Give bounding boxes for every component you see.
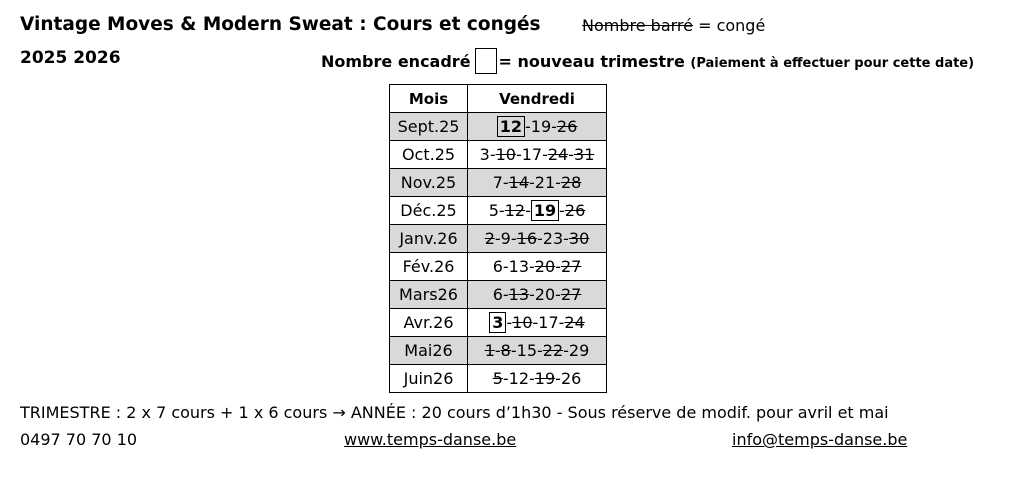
day-separator: - [529, 257, 535, 276]
day-separator: - [551, 117, 557, 136]
day-holiday: 20 [534, 257, 556, 276]
table-row [390, 365, 607, 393]
day-holiday: 28 [560, 173, 582, 192]
footer-phone: 0497 70 70 10 [20, 430, 138, 449]
month-cell: Sept.25 [390, 113, 468, 141]
day-separator: - [529, 369, 535, 388]
day-holiday: 31 [574, 145, 595, 164]
day-class: 29 [568, 341, 590, 360]
day-separator: - [555, 369, 561, 388]
table-row [390, 141, 607, 169]
legend-strike [582, 16, 765, 35]
month-cell: Avr.26 [390, 309, 468, 337]
days-cell [468, 253, 607, 281]
day-holiday: 24 [547, 145, 569, 164]
day-separator: - [502, 173, 509, 192]
day-separator: - [529, 173, 535, 192]
header-month: Mois [390, 85, 468, 113]
days-cell [468, 309, 607, 337]
days-cell [468, 141, 607, 169]
season-year: 2025 2026 [20, 48, 121, 68]
day-separator: - [555, 173, 561, 192]
day-separator: - [558, 313, 565, 332]
table-row [390, 113, 607, 141]
day-class: 26 [560, 369, 582, 388]
day-separator: - [568, 145, 575, 164]
day-new-term: 19 [531, 200, 559, 221]
day-holiday: 14 [508, 173, 530, 192]
day-separator: - [525, 201, 531, 220]
legend-strike-meaning: = congé [698, 16, 766, 35]
day-holiday: 26 [556, 117, 578, 136]
day-holiday: 8 [500, 341, 511, 360]
day-holiday: 30 [568, 229, 590, 248]
days-cell [468, 113, 607, 141]
legend-box-note: (Paiement à effectuer pour cette date) [690, 56, 975, 71]
day-separator: - [529, 285, 535, 304]
table-row [390, 253, 607, 281]
table-header-row [390, 85, 607, 113]
day-separator: - [555, 285, 561, 304]
calendar-body [390, 113, 607, 393]
day-holiday: 10 [512, 313, 533, 332]
day-separator: - [494, 341, 501, 360]
table-row [390, 197, 607, 225]
day-holiday: 12 [504, 201, 526, 220]
footer-summary: TRIMESTRE : 2 x 7 cours + 1 x 6 cours → ANNÉE : 20 cours d’1h30 - Sous réserve de modif. pour avril et mai [20, 403, 889, 422]
table-row [390, 225, 607, 253]
days-cell [468, 225, 607, 253]
day-separator: - [555, 257, 561, 276]
day-separator: - [542, 145, 548, 164]
day-holiday: 16 [516, 229, 537, 248]
day-class: 13 [508, 257, 530, 276]
email-link[interactable]: info@temps-danse.be [732, 430, 908, 449]
day-new-term: 12 [497, 116, 525, 137]
month-cell: Oct.25 [390, 141, 468, 169]
day-class: 20 [534, 285, 556, 304]
day-separator: - [515, 145, 522, 164]
month-cell: Nov.25 [390, 169, 468, 197]
day-class: 15 [516, 341, 537, 360]
document-title: Vintage Moves & Modern Sweat : Cours et congés [20, 14, 541, 35]
day-holiday: 5 [492, 369, 503, 388]
day-holiday: 27 [560, 257, 582, 276]
day-separator: - [489, 145, 496, 164]
table-row [390, 169, 607, 197]
day-separator: - [563, 229, 569, 248]
day-separator: - [498, 201, 505, 220]
day-class: 6 [492, 285, 503, 304]
table-row [390, 337, 607, 365]
days-cell [468, 281, 607, 309]
day-separator: - [506, 313, 513, 332]
calendar-table [389, 84, 607, 393]
legend-strike-sample: Nombre barré [582, 16, 693, 35]
day-class: 5 [488, 201, 499, 220]
day-separator: - [559, 201, 565, 220]
day-class: 7 [492, 173, 503, 192]
header-friday: Vendredi [468, 85, 607, 113]
month-cell: Janv.26 [390, 225, 468, 253]
empty-box-sample [475, 48, 497, 74]
day-separator: - [502, 257, 509, 276]
day-holiday: 24 [564, 313, 585, 332]
day-holiday: 2 [484, 229, 495, 248]
day-class: 19 [530, 117, 552, 136]
day-holiday: 19 [534, 369, 556, 388]
legend-box-label: Nombre encadré [321, 52, 471, 71]
day-class: 12 [508, 369, 530, 388]
day-separator: - [502, 369, 509, 388]
legend-box-meaning: = nouveau trimestre [498, 52, 685, 71]
day-class: 9 [500, 229, 511, 248]
day-separator: - [510, 341, 517, 360]
days-cell [468, 197, 607, 225]
day-class: 3 [479, 145, 490, 164]
days-cell [468, 337, 607, 365]
day-separator: - [502, 285, 509, 304]
month-cell: Fév.26 [390, 253, 468, 281]
day-separator: - [537, 229, 543, 248]
day-class: 17 [521, 145, 543, 164]
day-class: 21 [534, 173, 556, 192]
legend-box [321, 48, 974, 74]
month-cell: Mai26 [390, 337, 468, 365]
day-holiday: 13 [508, 285, 530, 304]
days-cell [468, 365, 607, 393]
day-holiday: 26 [564, 201, 586, 220]
day-class: 23 [542, 229, 564, 248]
day-class: 6 [492, 257, 503, 276]
day-separator: - [537, 341, 543, 360]
day-separator: - [494, 229, 501, 248]
day-holiday: 22 [542, 341, 564, 360]
table-row [390, 309, 607, 337]
month-cell: Déc.25 [390, 197, 468, 225]
day-new-term: 3 [489, 312, 506, 333]
days-cell [468, 169, 607, 197]
month-cell: Mars26 [390, 281, 468, 309]
day-separator: - [532, 313, 539, 332]
day-holiday: 27 [560, 285, 582, 304]
day-separator: - [563, 341, 569, 360]
day-holiday: 10 [495, 145, 516, 164]
day-class: 17 [538, 313, 559, 332]
day-holiday: 1 [484, 341, 495, 360]
day-separator: - [510, 229, 517, 248]
website-link[interactable]: www.temps-danse.be [344, 430, 517, 449]
table-row [390, 281, 607, 309]
month-cell: Juin26 [390, 365, 468, 393]
day-separator: - [524, 117, 531, 136]
